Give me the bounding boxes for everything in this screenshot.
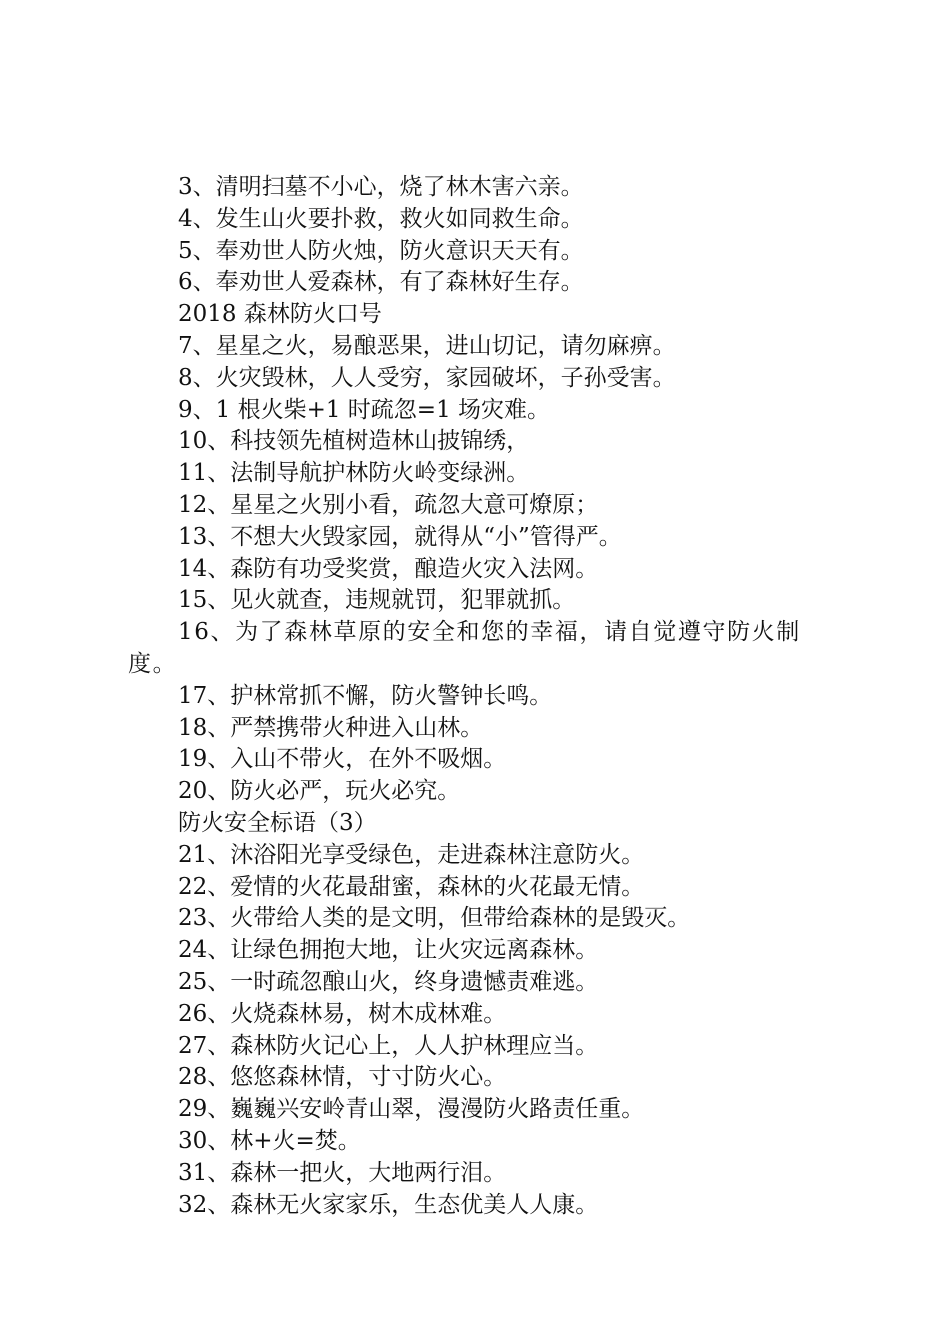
list-item: 18、严禁携带火种进入山林。 <box>178 714 484 741</box>
list-item: 5、奉劝世人防火烛，防火意识天天有。 <box>178 237 584 264</box>
list-item: 32、森林无火家家乐，生态优美人人康。 <box>178 1191 599 1218</box>
list-item: 15、见火就查，违规就罚，犯罪就抓。 <box>178 587 576 614</box>
list-item: 22、爱情的火花最甜蜜，森林的火花最无情。 <box>178 873 645 900</box>
list-item: 13、不想大火毁家园，就得从“小”管得严。 <box>178 523 622 550</box>
list-item: 23、火带给人类的是文明，但带给森林的是毁灭。 <box>178 905 691 932</box>
list-item: 25、一时疏忽酿山火，终身遗憾责难逃。 <box>178 968 599 995</box>
section-heading: 防火安全标语（3） <box>178 809 377 836</box>
list-item: 12、星星之火别小看，疏忽大意可燎原； <box>178 491 599 518</box>
list-item: 29、巍巍兴安岭青山翠，漫漫防火路责任重。 <box>178 1096 645 1123</box>
list-item: 20、防火必严，玩火必究。 <box>178 778 461 805</box>
list-item: 30、林+火=焚。 <box>178 1127 361 1154</box>
slogan-list <box>128 172 833 1221</box>
list-item: 7、星星之火，易酿恶果，进山切记，请勿麻痹。 <box>178 332 676 359</box>
list-item: 26、火烧森林易，树木成林难。 <box>178 1000 507 1027</box>
list-item: 4、发生山火要扑救，救火如同救生命。 <box>178 205 584 232</box>
list-item: 27、森林防火记心上，人人护林理应当。 <box>178 1032 599 1059</box>
list-item: 19、入山不带火，在外不吸烟。 <box>178 746 507 773</box>
list-item: 28、悠悠森林情，寸寸防火心。 <box>178 1064 507 1091</box>
list-item: 9、1 根火柴+1 时疏忽=1 场灾难。 <box>178 396 551 423</box>
list-item: 14、森防有功受奖赏，酿造火灾入法网。 <box>178 555 599 582</box>
list-item: 3、清明扫墓不小心，烧了林木害六亲。 <box>178 174 584 200</box>
list-item: 31、森林一把火，大地两行泪。 <box>178 1159 507 1186</box>
list-item: 6、奉劝世人爱森林，有了森林好生存。 <box>178 269 584 296</box>
list-item-wrapped: 16、为了森林草原的安全和您的幸福，请自觉遵守防火制度。 <box>128 619 801 677</box>
list-item: 24、让绿色拥抱大地，让火灾远离森林。 <box>178 937 599 964</box>
list-item: 11、法制导航护林防火岭变绿洲。 <box>178 460 530 487</box>
list-item: 8、火灾毁林，人人受穷，家园破坏，子孙受害。 <box>178 364 676 391</box>
section-heading: 2018 森林防火口号 <box>178 301 382 328</box>
list-item: 17、护林常抓不懈，防火警钟长鸣。 <box>178 682 553 709</box>
list-item: 21、沐浴阳光享受绿色，走进森林注意防火。 <box>178 841 645 868</box>
list-item: 10、科技领先植树造林山披锦绣， <box>178 428 530 455</box>
